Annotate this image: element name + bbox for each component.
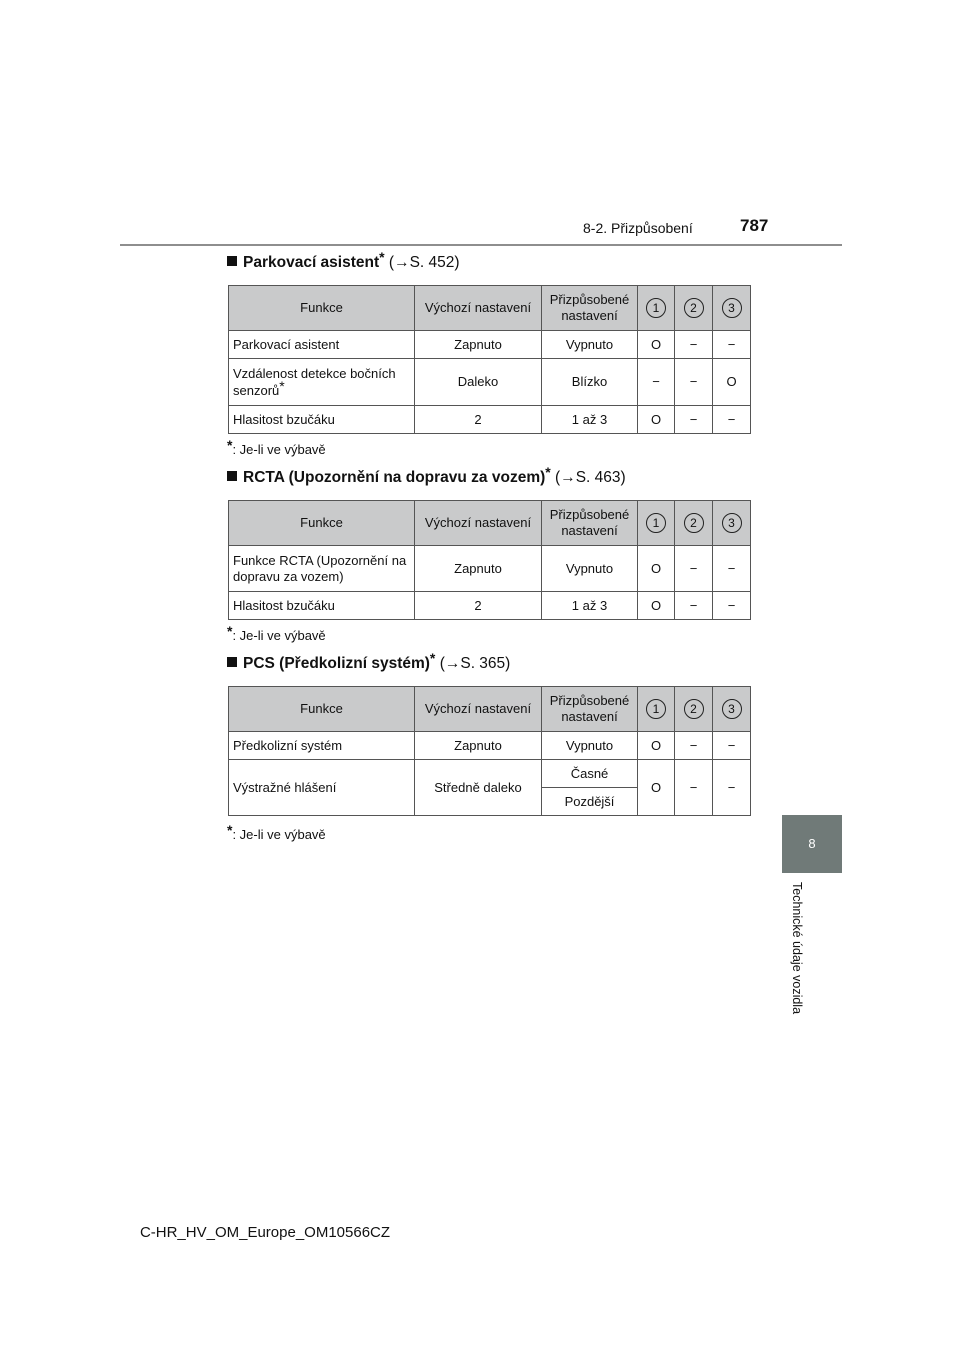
page-reference: (→S. 365): [439, 655, 511, 672]
header-divider: [120, 244, 842, 246]
footnote: *: Je-li ve výbavě: [227, 437, 326, 457]
col-2: 2: [675, 286, 713, 331]
section-title-pcs: PCS (Předkolizní systém)* (→S. 365): [227, 655, 510, 673]
table-header-row: [229, 286, 751, 331]
square-bullet-icon: [227, 256, 237, 266]
chapter-tab: 8: [782, 815, 842, 873]
col-custom: Přizpůsobené nastavení: [542, 286, 638, 331]
col-default: Výchozí nastavení: [415, 286, 542, 331]
col-1: 1: [638, 286, 675, 331]
asterisk-mark: *: [545, 464, 551, 480]
settings-table-rcta: [228, 500, 751, 620]
document-id-footer: C-HR_HV_OM_Europe_OM10566CZ: [139, 1224, 391, 1241]
table-row: Hlasitost bzučáku 2 1 až 3 O − −: [229, 406, 751, 434]
col-3: 3: [713, 286, 751, 331]
table-row: Vzdálenost detekce bočních senzorů* Daleko Blízko − − O: [229, 359, 751, 406]
table-row: Parkovací asistent Zapnuto Vypnuto O − −: [229, 331, 751, 359]
table-header-row: Funkce Výchozí nastavení Přizpůsobené nastavení 1 2 3: [229, 501, 751, 546]
square-bullet-icon: [227, 657, 237, 667]
table-row: Výstražné hlášení Středně daleko Časné O − −: [229, 760, 751, 788]
table-header-row: Funkce Výchozí nastavení Přizpůsobené nastavení 1 2 3: [229, 687, 751, 732]
page-reference: (→S. 463): [555, 469, 626, 486]
page-number: 787: [740, 216, 769, 235]
section-title-rcta: RCTA (Upozornění na dopravu za vozem)* (→S. 463): [227, 469, 626, 487]
page-reference: (→S. 452): [388, 254, 460, 271]
table-row: Předkolizní systém Zapnuto Vypnuto O − −: [229, 732, 751, 760]
footnote: *: Je-li ve výbavě: [227, 623, 326, 643]
chapter-tab-label: Technické údaje vozidla: [790, 882, 804, 1015]
col-function: Funkce: [229, 286, 415, 331]
table-row: Funkce RCTA (Upozornění na dopravu za vozem) Zapnuto Vypnuto O − −: [229, 546, 751, 592]
section-heading: 8-2. Přizpůsobení: [583, 220, 693, 236]
footnote: *: Je-li ve výbavě: [227, 822, 326, 842]
square-bullet-icon: [227, 471, 237, 481]
table-row: Hlasitost bzučáku 2 1 až 3 O − −: [229, 592, 751, 620]
section-title-parking-assist: Parkovací asistent* (→S. 452): [227, 254, 460, 272]
table-row: Pozdější: [229, 788, 751, 816]
settings-table-pcs: [228, 686, 751, 816]
settings-table-parking-assist: [228, 285, 751, 434]
asterisk-mark: *: [379, 249, 385, 265]
asterisk-mark: *: [429, 650, 436, 666]
